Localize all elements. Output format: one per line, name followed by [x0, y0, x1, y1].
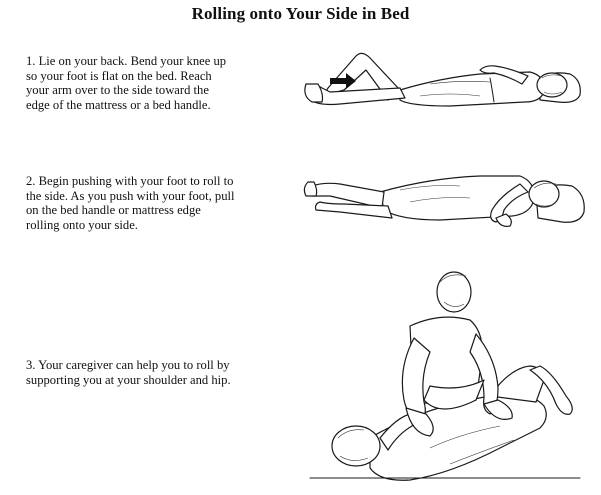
step-1-line-1: 1. Lie on your back. Bend your knee up: [26, 54, 227, 68]
step-2-text: [26, 174, 296, 232]
person-lying-on-back-knee-bent-icon: [300, 40, 585, 120]
person-rolling-to-side-icon: [300, 162, 590, 242]
step-2-line-4: rolling onto your side.: [26, 217, 138, 232]
step-2-line-2: the side. As you push with your foot, pull: [26, 188, 235, 203]
step-2-line-1: 2. Begin pushing with your foot to roll to: [26, 174, 234, 188]
step-1-line-4: edge of the mattress or a bed handle.: [26, 97, 211, 112]
step-1-line-3: your arm over to the side toward the: [26, 83, 209, 98]
caregiver-assisting-roll-icon: [300, 268, 590, 490]
page-title: Rolling onto Your Side in Bed: [191, 4, 410, 23]
step-3-line-1: 3. Your caregiver can help you to roll by: [26, 358, 230, 372]
step-3-text: [26, 358, 296, 387]
step-1-text: [26, 54, 296, 112]
step-2-line-3: on the bed handle or mattress edge: [26, 203, 201, 218]
step-3-line-2: supporting you at your shoulder and hip.: [26, 372, 231, 387]
step-1-line-2: so your foot is flat on the bed. Reach: [26, 68, 212, 83]
